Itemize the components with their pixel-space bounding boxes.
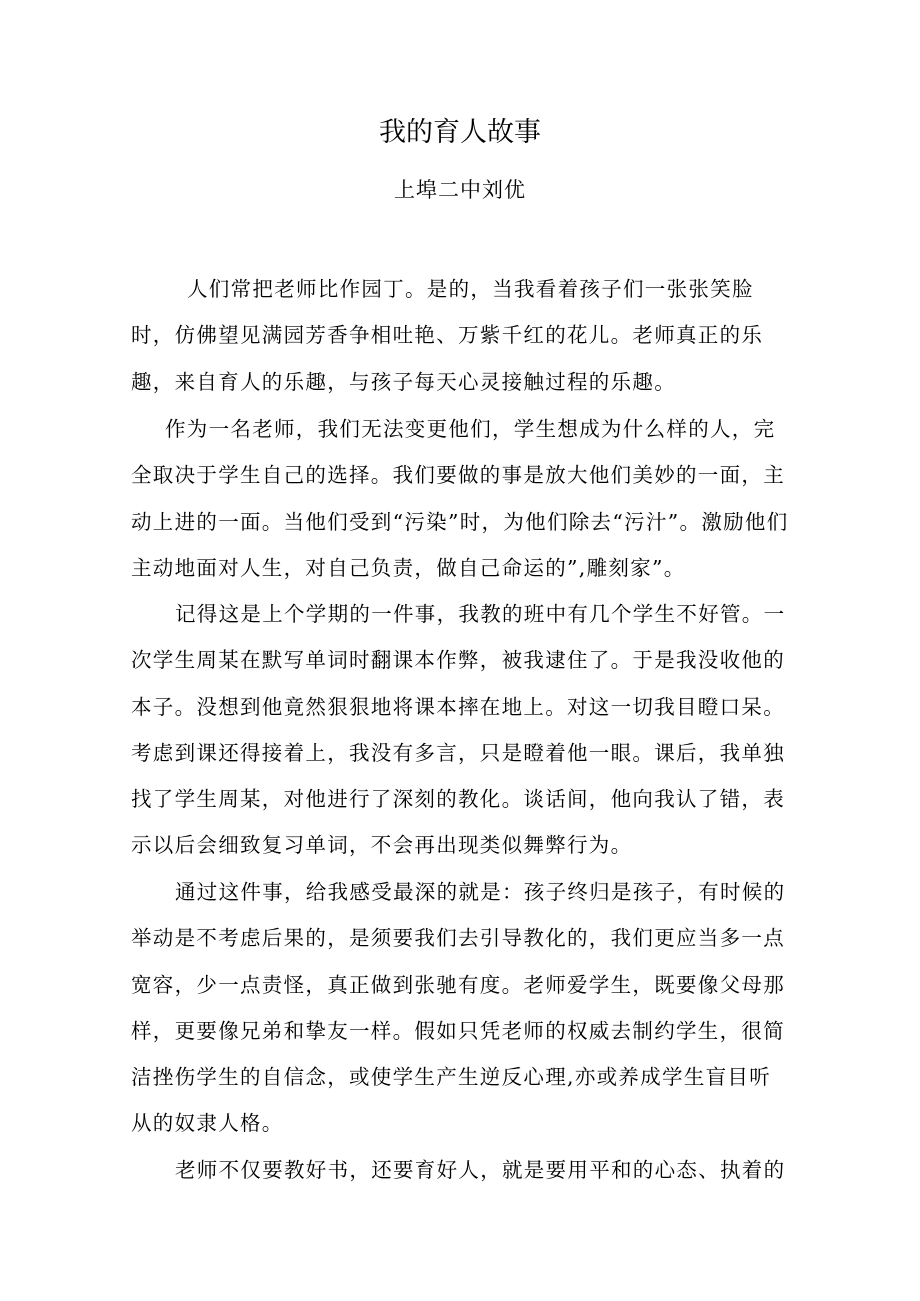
paragraph-2: 作为一名老师，我们无法变更他们，学生想成为什么样的人，完全取决于学生自己的选择。我们要做的事是放大他们美妙的一面，主动上进的一面。当他们受到“污染”时，为他们除去“污汁”。激励他们主动地面对人生，对自己负责，做自己命运的”,雕刻家”。 bbox=[131, 417, 789, 580]
paragraph-4: 通过这件事，给我感受最深的就是：孩子终归是孩子，有时候的举动是不考虑后果的，是须要我们去引导教化的，我们更应当多一点宽容，少一点责怪，真正做到张驰有度。老师爱学生，既要像父母那样，更要像兄弟和挚友一样。假如只凭老师的权威去制约学生，很简洁挫伤学生的自信念，或使学生产生逆反心理,亦或养成学生盲目听从的奴隶人格。 bbox=[131, 880, 786, 1136]
document-title: 我的育人故事 bbox=[379, 117, 541, 148]
paragraph-1: 人们常把老师比作园丁。是的，当我看着孩子们一张张笑脸时，仿佛望见满园芳香争相吐艳、万紫千红的花儿。老师真正的乐趣，来自育人的乐趣，与孩子每天心灵接触过程的乐趣。 bbox=[131, 277, 764, 394]
paragraph-3: 记得这是上个学期的一件事，我教的班中有几个学生不好管。一次学生周某在默写单词时翻课本作弊，被我逮住了。于是我没收他的本子。没想到他竟然狠狠地将课本摔在地上。对这一切我目瞪口呆。考虑到课还得接着上，我没有多言，只是瞪着他一眼。课后，我单独找了学生周某，对他进行了深刻的教化。谈话间，他向我认了错，表示以后会细致复习单词，不会再出现类似舞弊行为。 bbox=[131, 602, 786, 858]
author-line: 上埠二中刘优 bbox=[394, 178, 526, 202]
paragraph-5: 老师不仅要教好书，还要育好人，就是要用平和的心态、执着的 bbox=[175, 1158, 786, 1182]
